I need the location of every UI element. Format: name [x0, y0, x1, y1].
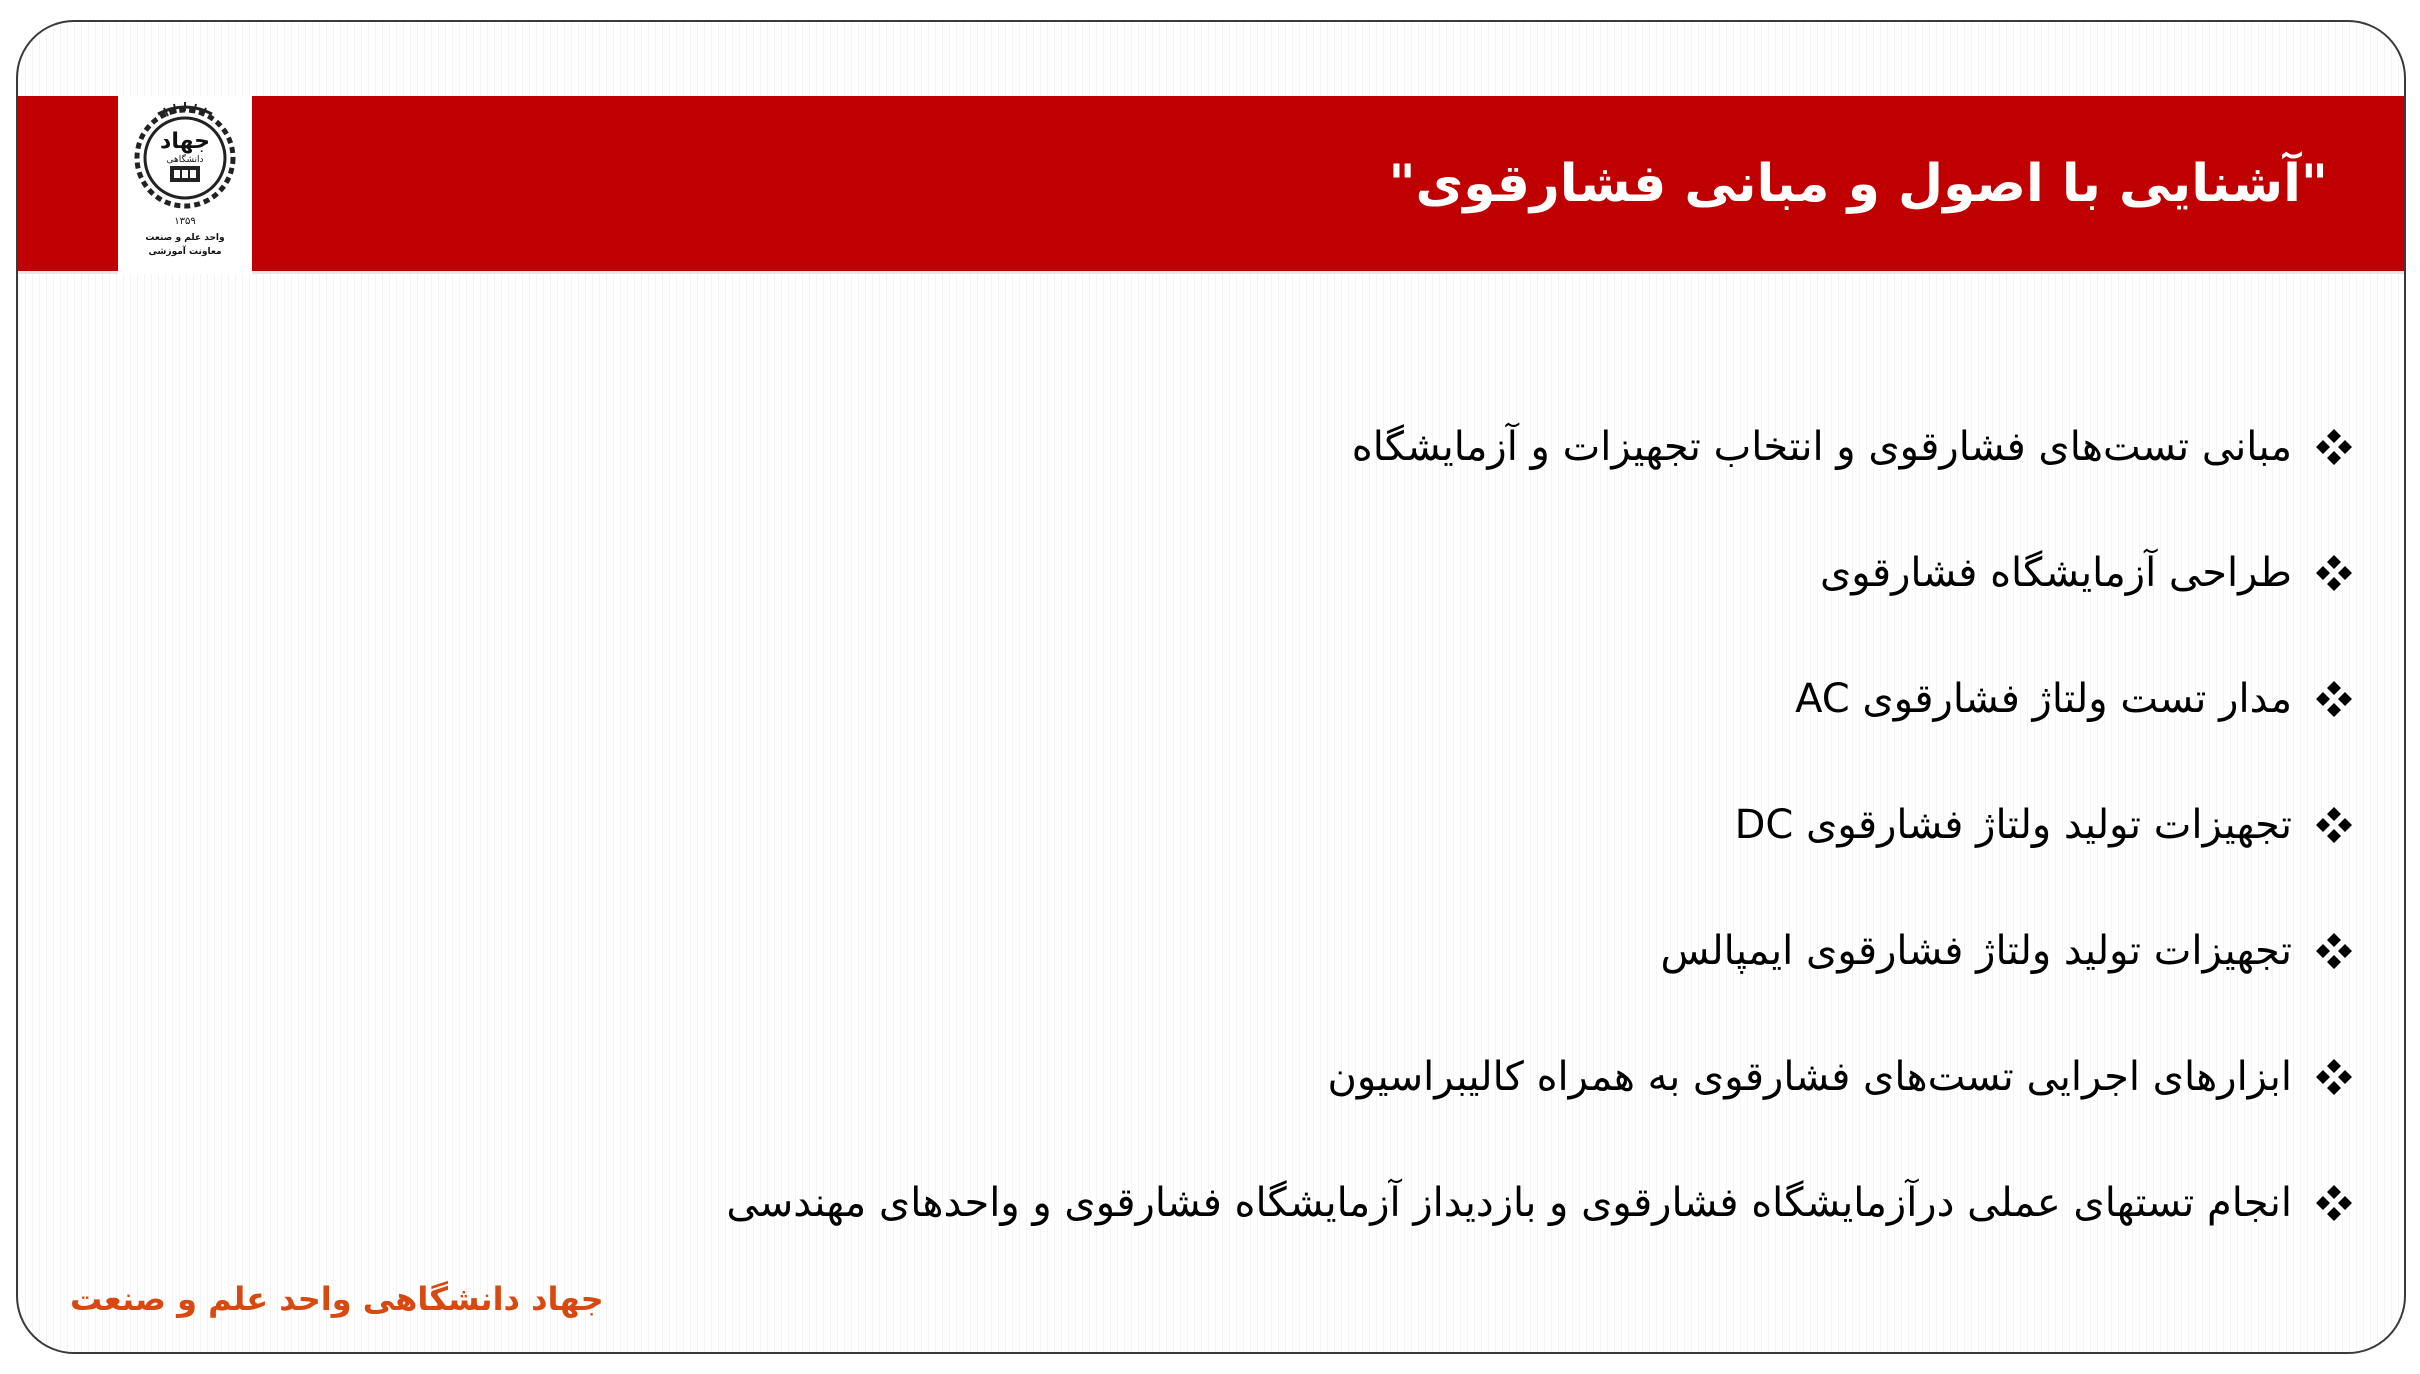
bullet-text: مبانی تست‌های فشارقوی و انتخاب تجهیزات و آزمایشگاه: [1351, 424, 2292, 470]
list-item: [726, 1140, 2354, 1266]
bullet-list: [726, 384, 2354, 1266]
bullet-text: تجهیزات تولید ولتاژ فشارقوی ایمپالس: [1660, 928, 2292, 974]
four-diamond-bullet-icon: [2314, 1183, 2354, 1223]
logo-main-text: جهاد: [160, 129, 210, 154]
list-item: [726, 510, 2354, 636]
four-diamond-bullet-icon: [2314, 427, 2354, 467]
jahad-daneshgahi-logo-icon: [118, 96, 252, 274]
list-item: [726, 636, 2354, 762]
slide-title: "آشنایی با اصول و مبانی فشارقوی": [1388, 153, 2328, 214]
list-item: [726, 888, 2354, 1014]
bullet-text: تجهیزات تولید ولتاژ فشارقوی DC: [1734, 802, 2292, 848]
logo-sub-text: دانشگاهی: [166, 155, 204, 165]
bullet-text: ابزارهای اجرایی تست‌های فشارقوی به همراه کالیبراسیون: [1327, 1054, 2292, 1100]
four-diamond-bullet-icon: [2314, 1057, 2354, 1097]
list-item: [726, 1014, 2354, 1140]
list-item: [726, 762, 2354, 888]
logo-caption-2: معاونت آموزشی: [148, 247, 222, 257]
four-diamond-bullet-icon: [2314, 553, 2354, 593]
bullet-text: انجام تستهای عملی درآزمایشگاه فشارقوی و بازدیداز آزمایشگاه فشارقوی و واحدهای مهندسی: [726, 1180, 2292, 1226]
four-diamond-bullet-icon: [2314, 931, 2354, 971]
bullet-text: طراحی آزمایشگاه فشارقوی: [1819, 550, 2292, 596]
logo-caption-1: واحد علم و صنعت: [145, 233, 225, 243]
footer-text: جهاد دانشگاهی واحد علم و صنعت: [70, 1280, 604, 1318]
slide: [16, 20, 2406, 1354]
four-diamond-bullet-icon: [2314, 679, 2354, 719]
bullet-text: مدار تست ولتاژ فشارقوی AC: [1795, 676, 2292, 722]
four-diamond-bullet-icon: [2314, 805, 2354, 845]
list-item: [726, 384, 2354, 510]
logo-year: ۱۳۵۹: [174, 216, 196, 227]
